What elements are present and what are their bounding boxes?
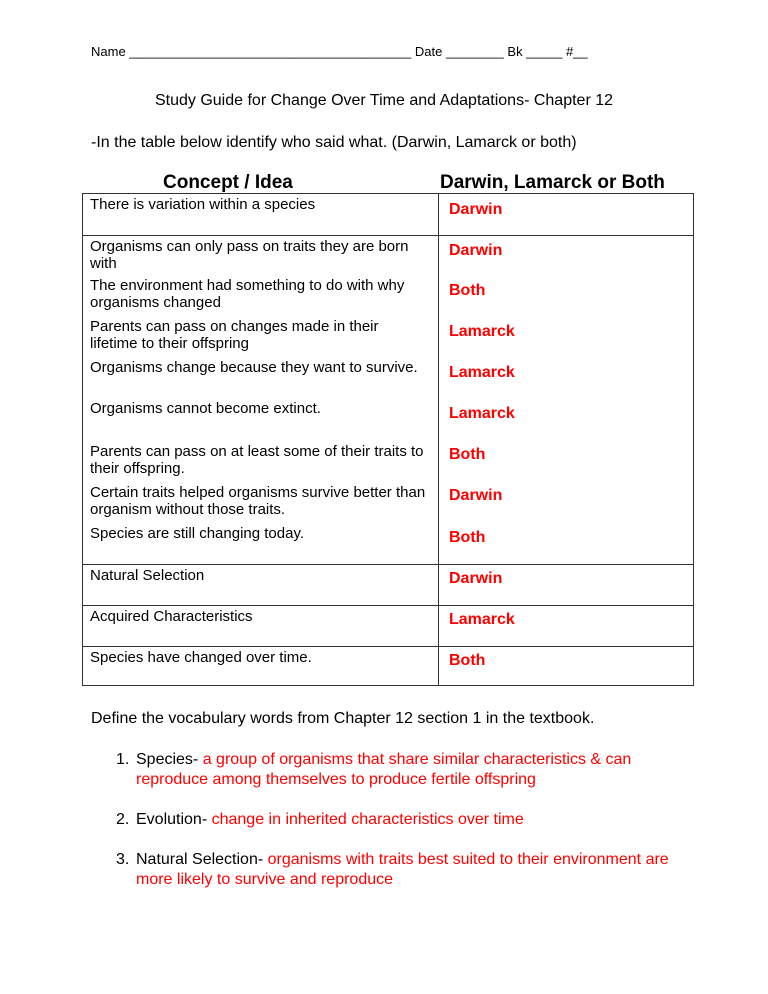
answer-cell: Darwin — [449, 242, 503, 259]
table-row — [83, 523, 693, 565]
vocab-definition: change in inherited characteristics over time — [211, 811, 524, 828]
vocab-item-species — [116, 750, 676, 790]
answer-cell: Lamarck — [449, 405, 515, 422]
table-row — [83, 565, 693, 606]
vocab-number: 2. — [116, 811, 130, 828]
vocab-item-evolution — [116, 810, 676, 830]
table-row — [83, 606, 693, 647]
table-row — [83, 359, 693, 400]
vocab-instruction: Define the vocabulary words from Chapter 12 section 1 in the textbook. — [91, 710, 595, 727]
vocab-term: Natural Selection- — [136, 851, 264, 868]
concept-cell: Acquired Characteristics — [90, 608, 253, 625]
concept-cell: Species have changed over time. — [90, 649, 312, 666]
answer-cell: Lamarck — [449, 364, 515, 381]
page-title: Study Guide for Change Over Time and Adaptations- Chapter 12 — [154, 92, 614, 109]
vocab-term: Species- — [136, 751, 199, 768]
answer-cell: Lamarck — [449, 323, 515, 340]
concept-cell: Organisms can only pass on traits they are born with — [90, 238, 409, 272]
vocab-definition: a group of organisms that share similar characteristics & can reproduce among themselves to produce fertile offspring — [136, 751, 632, 788]
column-header-concept: Concept / Idea — [163, 172, 293, 193]
concept-cell: There is variation within a species — [90, 196, 316, 213]
answer-cell: Darwin — [449, 570, 503, 587]
table-row — [83, 194, 693, 236]
answer-cell: Both — [449, 529, 486, 546]
table-row — [83, 277, 693, 318]
concept-cell: Natural Selection — [90, 567, 205, 584]
answer-cell: Both — [449, 652, 486, 669]
concept-table — [82, 193, 694, 686]
concept-cell: Species are still changing today. — [90, 525, 305, 542]
vocab-definition: organisms with traits best suited to their environment are more likely to survive and reproduce — [136, 851, 669, 888]
concept-cell: Parents can pass on at least some of their traits to their offspring. — [90, 443, 424, 477]
answer-cell: Lamarck — [449, 611, 515, 628]
vocab-term: Evolution- — [136, 811, 208, 828]
vocab-number: 3. — [116, 851, 130, 868]
table-row — [83, 482, 693, 523]
concept-cell: Organisms change because they want to survive. — [90, 359, 418, 376]
answer-cell: Darwin — [449, 487, 503, 504]
answer-cell: Both — [449, 282, 486, 299]
table-row — [83, 400, 693, 441]
table-row — [83, 647, 693, 687]
concept-cell: Organisms cannot become extinct. — [90, 400, 321, 417]
answer-cell: Darwin — [449, 201, 503, 218]
table-instruction: -In the table below identify who said what. (Darwin, Lamarck or both) — [91, 134, 577, 151]
header-name-date-line: Name _______________________________________ Date ________ Bk _____ #__ — [91, 44, 588, 59]
answer-cell: Both — [449, 446, 486, 463]
vocab-item-natural-selection — [116, 850, 676, 890]
concept-cell: Certain traits helped organisms survive better than organism without those traits. — [90, 484, 426, 518]
table-row — [83, 236, 693, 277]
column-header-answer: Darwin, Lamarck or Both — [440, 172, 665, 193]
table-row — [83, 441, 693, 482]
concept-cell: The environment had something to do with why organisms changed — [90, 277, 405, 311]
vocab-number: 1. — [116, 751, 130, 768]
table-row — [83, 318, 693, 359]
concept-cell: Parents can pass on changes made in their lifetime to their offspring — [90, 318, 379, 352]
